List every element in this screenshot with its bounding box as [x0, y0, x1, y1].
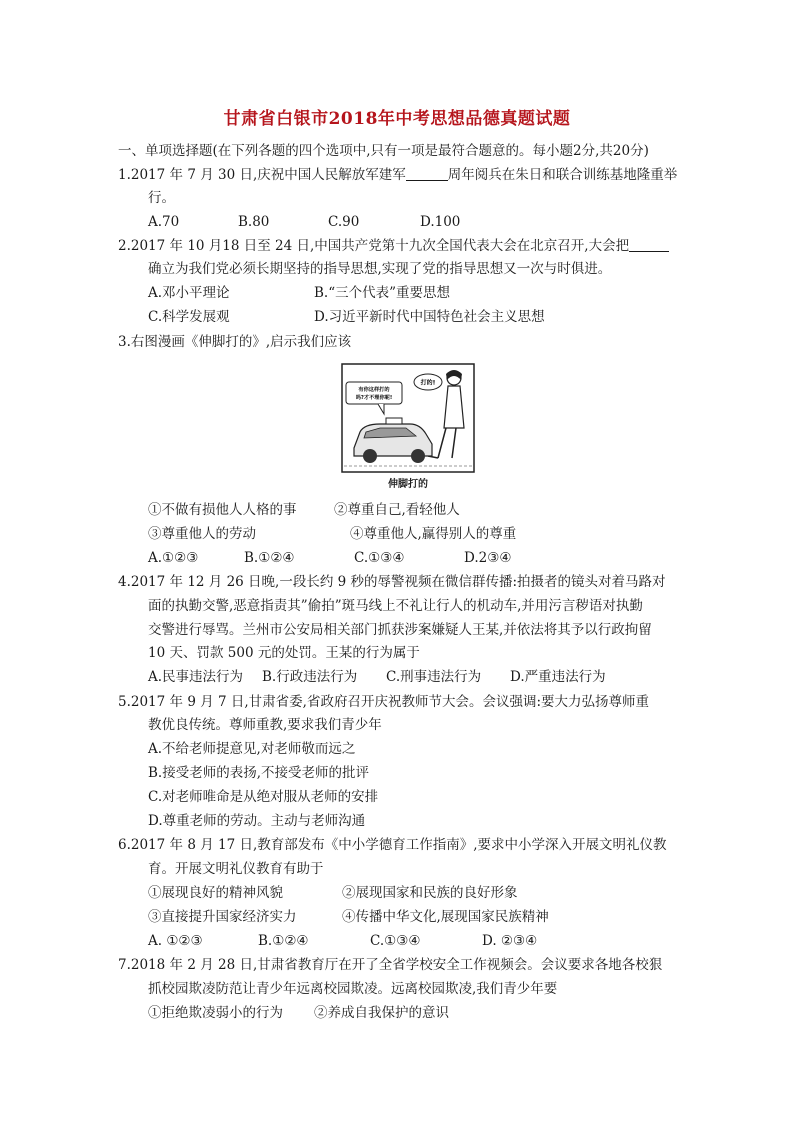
- taxi-wheel-front: [363, 449, 377, 463]
- speech-bubble-left-text-2: 吗?才不理你呢!: [355, 395, 393, 401]
- speech-bubble-left-text-1: 有你这样打的: [358, 387, 390, 393]
- question-3-line-1: 3.右图漫画《伸脚打的》,启示我们应该: [118, 334, 352, 350]
- question-1-line-1: [118, 165, 677, 185]
- cartoon-illustration: [340, 358, 476, 482]
- question-5-line-2: 教优良传统。尊师重教,要求我们青少年: [148, 717, 382, 733]
- woman-body: [444, 386, 464, 428]
- question-1-option-a: A.70: [148, 214, 180, 230]
- page-title: 甘肃省白银市2018年中考思想品德真题试题: [223, 109, 571, 129]
- question-4-option-d: D.严重违法行为: [510, 669, 606, 685]
- cartoon-caption: 伸脚打的: [388, 479, 428, 490]
- question-1-text-b: 周年阅兵在朱日和联合训练基地隆重举: [447, 167, 678, 183]
- question-2-option-d: D.习近平新时代中国特色社会主义思想: [314, 309, 545, 325]
- question-4-line-3: 交警进行辱骂。兰州市公安局相关部门抓获涉案嫌疑人王某,并依法将其予以行政拘留: [148, 622, 652, 638]
- question-2-option-c: C.科学发展观: [148, 309, 230, 325]
- question-3-item-4: ④尊重他人,赢得别人的尊重: [350, 526, 517, 542]
- question-6-option-a: A. ①②③: [148, 933, 203, 949]
- question-6-item-4: ④传播中华文化,展现国家民族精神: [342, 909, 549, 925]
- question-1-option-c: C.90: [328, 214, 360, 230]
- question-3-option-d: D.2③④: [464, 550, 512, 566]
- question-2-option-a: A.邓小平理论: [148, 285, 230, 301]
- question-2-option-b: B.“三个代表”重要思想: [314, 285, 451, 301]
- question-2-text-a: 2.2017 年 10 月18 日至 24 日,中国共产党第十九次全国代表大会在北京召开,大会把: [118, 238, 630, 254]
- question-6-option-b: B.①②④: [258, 933, 309, 949]
- speech-bubble-right-text: 打的!: [420, 379, 436, 387]
- question-4-line-1: 4.2017 年 12 月 26 日晚,一段长约 9 秒的辱警视频在微信群传播:拍摄者的镜头对着马路对: [118, 574, 666, 590]
- fill-blank: [629, 237, 669, 252]
- question-1-option-b: B.80: [238, 214, 270, 230]
- question-4-option-b: B.行政违法行为: [262, 669, 358, 685]
- question-5-option-c: C.对老师唯命是从绝对服从老师的安排: [148, 789, 379, 805]
- question-3-item-2: ②尊重自己,看轻他人: [334, 502, 460, 518]
- question-6-item-1: ①展现良好的精神风貌: [148, 885, 283, 901]
- question-6-line-1: 6.2017 年 8 月 17 日,教育部发布《中小学德育工作指南》,要求中小学深入开展文明礼仪教: [118, 837, 667, 853]
- question-1-option-d: D.100: [420, 214, 461, 230]
- question-3-option-a: A.①②③: [148, 550, 199, 566]
- question-4-line-4: 10 天、罚款 500 元的处罚。王某的行为属于: [148, 645, 420, 661]
- question-7-item-2: ②养成自我保护的意识: [314, 1005, 449, 1021]
- question-6-option-c: C.①③④: [370, 933, 421, 949]
- question-6-line-2: 育。开展文明礼仪教育有助于: [148, 861, 324, 877]
- question-3-option-c: C.①③④: [354, 550, 405, 566]
- question-6-item-3: ③直接提升国家经济实力: [148, 909, 297, 925]
- question-5-option-a: A.不给老师提意见,对老师敬而远之: [148, 741, 356, 757]
- question-4-line-2: 面的执勤交警,恶意指责其”偷拍”斑马线上不礼让行人的机动车,并用污言秽语对执勤: [148, 598, 643, 614]
- question-7-line-1: 7.2018 年 2 月 28 日,甘肃省教育厅在开了全省学校安全工作视频会。会议要求各地各校狠: [118, 957, 663, 973]
- question-1-text-a: 1.2017 年 7 月 30 日,庆祝中国人民解放军建军: [118, 167, 406, 183]
- question-6-item-2: ②展现国家和民族的良好形象: [342, 885, 518, 901]
- question-4-option-a: A.民事违法行为: [148, 669, 244, 685]
- question-1-line-2: 行。: [148, 190, 175, 206]
- question-7-line-2: 抓校园欺凌防范让青少年远离校园欺凌。远离校园欺凌,我们青少年要: [148, 981, 558, 997]
- question-6-option-d: D. ②③④: [482, 933, 538, 949]
- question-3-option-b: B.①②④: [244, 550, 295, 566]
- taxi-sign: [386, 418, 402, 424]
- question-3-item-1: ①不做有损他人人格的事: [148, 502, 297, 518]
- question-4-option-c: C.刑事违法行为: [386, 669, 482, 685]
- question-7-item-1: ①拒绝欺凌弱小的行为: [148, 1005, 283, 1021]
- question-5-line-1: 5.2017 年 9 月 7 日,甘肃省委,省政府召开庆祝教师节大会。会议强调:要大力弘扬尊师重: [118, 694, 650, 710]
- question-3-item-3: ③尊重他人的劳动: [148, 526, 256, 542]
- question-2-line-2: 确立为我们党必须长期坚持的指导思想,实现了党的指导思想又一次与时俱进。: [148, 261, 612, 277]
- question-5-option-b: B.接受老师的表扬,不接受老师的批评: [148, 765, 370, 781]
- section-heading: 一、单项选择题(在下列各题的四个选项中,只有一项是最符合题意的。每小题2分,共20分): [118, 143, 649, 159]
- fill-blank: [406, 166, 448, 181]
- question-2-line-1: [118, 236, 669, 256]
- question-5-option-d: D.尊重老师的劳动。主动与老师沟通: [148, 813, 366, 829]
- taxi-wheel-back: [411, 449, 425, 463]
